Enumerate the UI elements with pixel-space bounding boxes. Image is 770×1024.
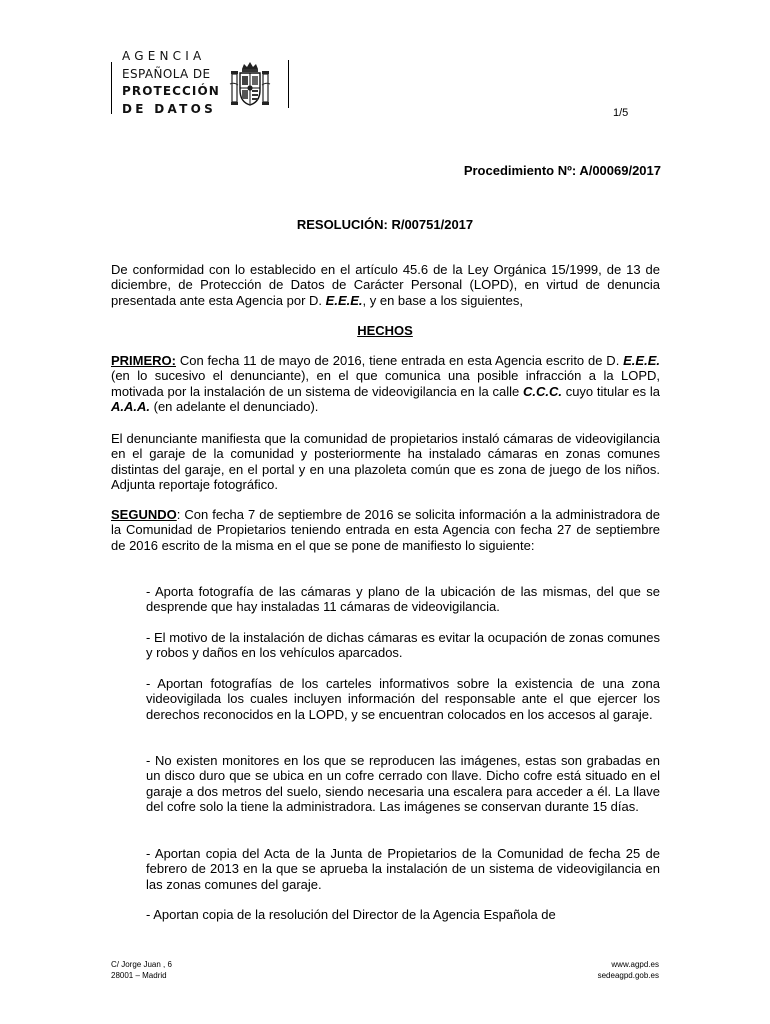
bullet-item-5: - Aportan copia del Acta de la Junta de Propietarios de la Comunidad de fecha 25 de febrero de 2013 en la que se aprueba la instalación de un sistema de videovigilancia en las zonas comunes del garaje.	[146, 846, 660, 892]
logo-line-1: AGENCIA	[122, 49, 206, 63]
primero-name-2: C.C.C.	[522, 383, 562, 399]
bullet-item-3: - Aportan fotografías de los carteles informativos sobre la existencia de una zona videovigilada los cuales incluyen información del responsable ante el que ejercer los derechos reconocidos en la LOPD, y se encuentran colocados en los accesos al garaje.	[146, 676, 660, 722]
primero-name-1: E.E.E.	[623, 353, 660, 368]
intro-text-b: , y en base a los siguientes,	[362, 292, 523, 308]
intro-paragraph	[111, 262, 660, 308]
bullet-item-2: - El motivo de la instalación de dichas cámaras es evitar la ocupación de zonas comunes y robos y daños en los vehículos aparcados.	[146, 630, 660, 661]
footer-web-link-1[interactable]: www.agpd.es	[611, 960, 659, 969]
primero-text-c: cuyo titular es la	[561, 383, 660, 399]
logo-divider-left	[111, 62, 112, 114]
logo-divider-right	[288, 60, 289, 108]
intro-name: E.E.E.	[325, 292, 363, 308]
footer-address-line-1: C/ Jorge Juan , 6	[111, 960, 172, 969]
resolution-number: RESOLUCIÓN: R/00751/2017	[296, 217, 474, 232]
intro-text-a: De conformidad con lo establecido en el artículo 45.6 de la Ley Orgánica 15/1999, de 13 de diciembre, de Protección de Datos de Carácter Personal (LOPD), en virtud de denuncia presentada ante esta Agencia por D.	[111, 262, 660, 308]
section-title-hechos: HECHOS	[357, 323, 413, 338]
page-number: 1/5	[613, 107, 629, 119]
primero-name-3: A.A.A.	[111, 399, 150, 415]
primero-text-d: (en adelante el denunciado).	[150, 399, 319, 415]
bullet-item-6: - Aportan copia de la resolución del Director de la Agencia Española de	[146, 907, 556, 922]
bullet-item-1: - Aporta fotografía de las cámaras y plano de la ubicación de las mismas, del que se desprende que hay instaladas 11 cámaras de videovigilancia.	[146, 584, 660, 615]
coat-of-arms-icon	[229, 60, 271, 110]
procedure-number: Procedimiento Nº: A/00069/2017	[463, 163, 661, 178]
segundo-text: : Con fecha 7 de septiembre de 2016 se solicita información a la administradora de la Comunidad de Propietarios teniendo entrada en esta Agencia con fecha 27 de septiembre de 2016 escrito de la misma en el que se pone de manifiesto lo siguiente:	[111, 507, 660, 553]
logo-line-4: DE DATOS	[122, 101, 217, 116]
primero-label: PRIMERO:	[111, 353, 176, 368]
segundo-paragraph	[111, 507, 660, 553]
bullet-item-4: - No existen monitores en los que se reproducen las imágenes, estas son grabadas en un disco duro que se ubica en un cofre cerrado con llave. Dicho cofre está situado en el garaje a dos metros del suelo, siendo necesaria una escalera para acceder a él. La llave del cofre solo la tiene la administradora. Las imágenes se conservan durante 15 días.	[146, 753, 660, 815]
agency-logo-text	[122, 48, 220, 118]
logo-line-3: PROTECCIÓN	[122, 84, 220, 98]
primero-text-b: (en lo sucesivo el denunciante), en el que comunica una posible infracción a la LOPD, motivada por la instalación de un sistema de videovigilancia en la calle	[111, 368, 660, 399]
primero-paragraph	[111, 353, 660, 415]
primero-text-a: Con fecha 11 de mayo de 2016, tiene entrada en esta Agencia escrito de D.	[176, 353, 624, 368]
footer-web	[598, 959, 659, 981]
segundo-label: SEGUNDO	[111, 507, 177, 522]
footer-web-link-2[interactable]: sedeagpd.gob.es	[597, 971, 659, 980]
complaint-paragraph: El denunciante manifiesta que la comunidad de propietarios instaló cámaras de videovigilancia en el garaje de la comunidad y posteriormente ha instalado cámaras en zonas comunes distintas del garaje, en el portal y en una plazoleta común que es zona de juego de los niños. Adjunta reportaje fotográfico.	[111, 431, 660, 493]
footer-address	[111, 959, 172, 981]
logo-line-2: ESPAÑOLA DE	[122, 66, 211, 81]
footer-address-line-2: 28001 – Madrid	[111, 971, 167, 980]
